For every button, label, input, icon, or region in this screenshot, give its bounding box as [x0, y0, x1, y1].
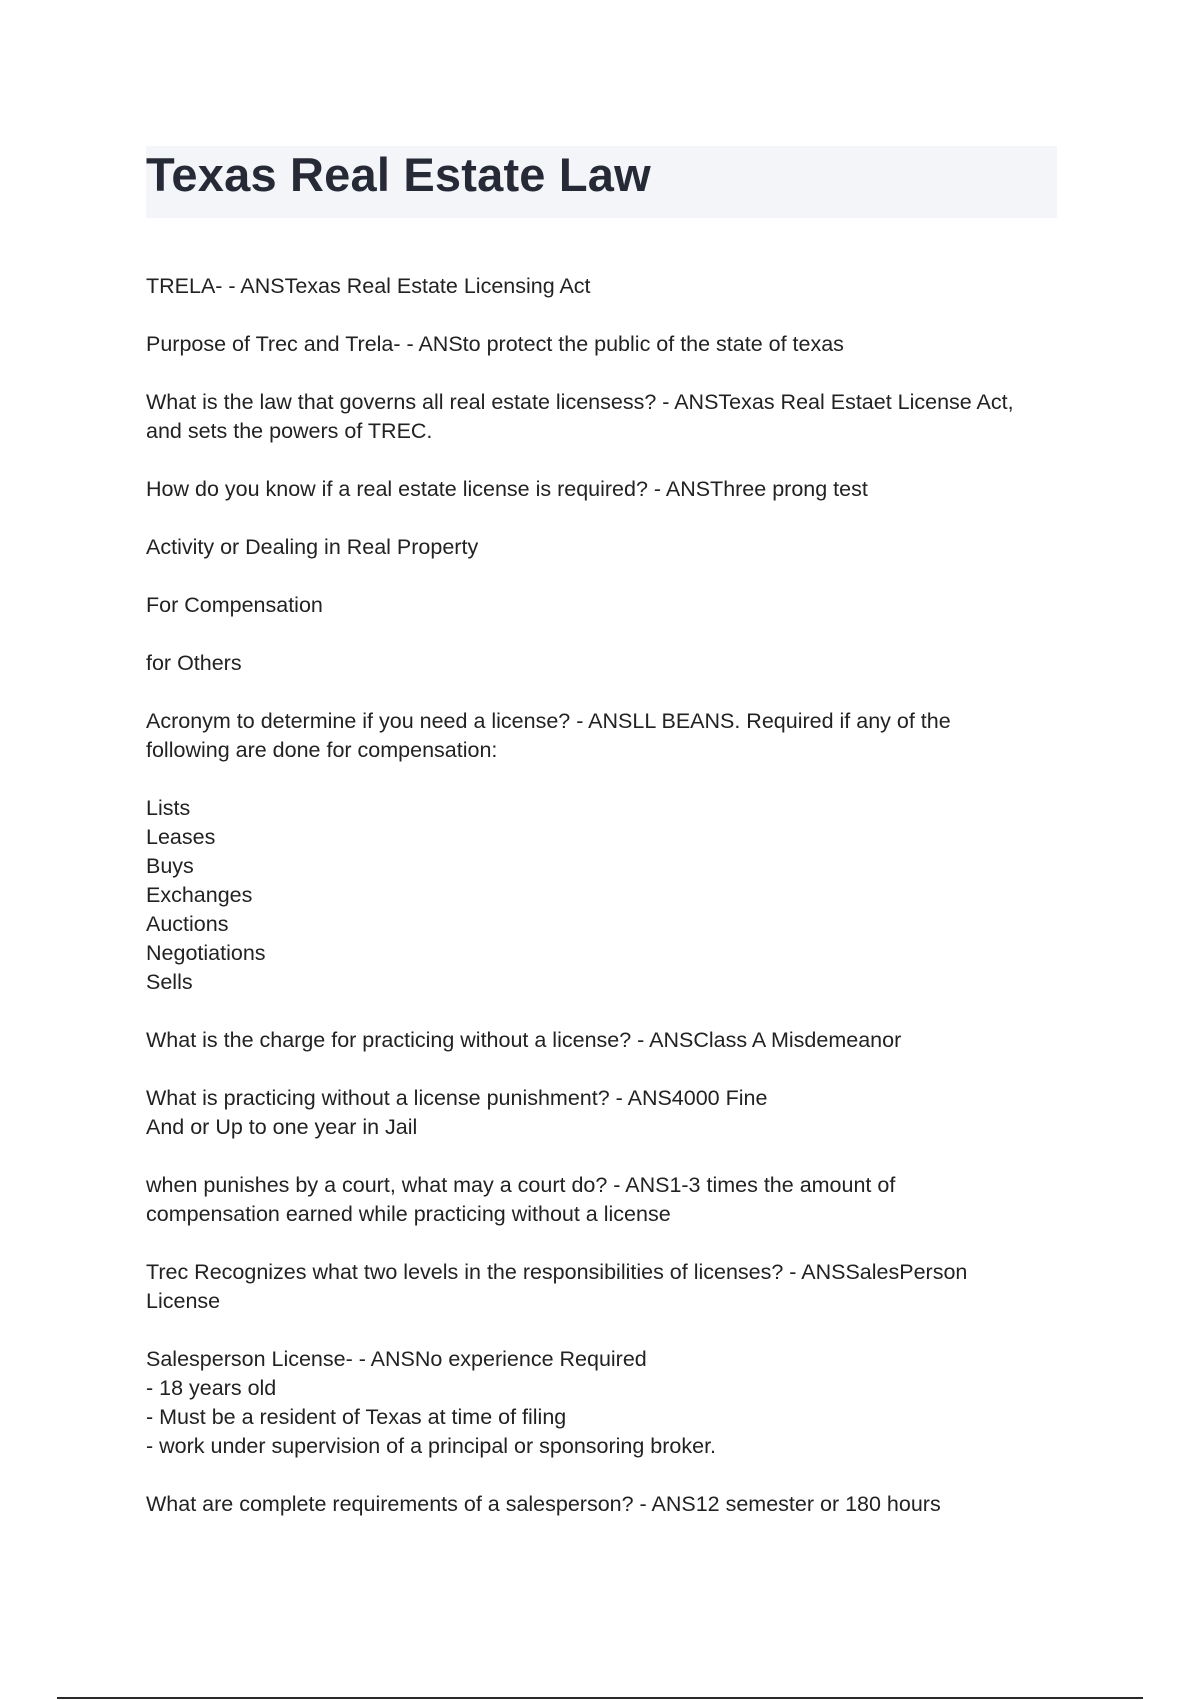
- entry-line: What are complete requirements of a salesperson? - ANS12 semester or 180 hours: [146, 1492, 941, 1516]
- qa-entry: [146, 1171, 1057, 1229]
- footer-divider: [57, 1697, 1143, 1699]
- entry-line: following are done for compensation:: [146, 738, 498, 762]
- entry-line: Activity or Dealing in Real Property: [146, 535, 479, 559]
- entry-line: Trec Recognizes what two levels in the responsibilities of licenses? - ANSSalesPerson: [146, 1260, 968, 1284]
- entry-line: Exchanges: [146, 883, 253, 907]
- entry-line: - work under supervision of a principal or sponsoring broker.: [146, 1434, 717, 1458]
- qa-entry: [146, 475, 1057, 504]
- document-body: [146, 272, 1057, 1548]
- entry-line: Acronym to determine if you need a license? - ANSLL BEANS. Required if any of the: [146, 709, 951, 733]
- entry-line: And or Up to one year in Jail: [146, 1115, 418, 1139]
- title-banner: [146, 146, 1057, 218]
- qa-entry: [146, 533, 1057, 562]
- entry-line: What is the charge for practicing without a license? - ANSClass A Misdemeanor: [146, 1028, 902, 1052]
- qa-entry: [146, 1490, 1057, 1519]
- entry-line: - 18 years old: [146, 1376, 277, 1400]
- entry-line: when punishes by a court, what may a court do? - ANS1-3 times the amount of: [146, 1173, 896, 1197]
- qa-entry: [146, 272, 1057, 301]
- entry-line: Leases: [146, 825, 216, 849]
- entry-line: What is the law that governs all real estate licensess? - ANSTexas Real Estaet License Act,: [146, 390, 1014, 414]
- entry-line: and sets the powers of TREC.: [146, 419, 433, 443]
- entry-line: TRELA- - ANSTexas Real Estate Licensing Act: [146, 274, 591, 298]
- qa-entry: [146, 794, 1057, 997]
- entry-line: For Compensation: [146, 593, 323, 617]
- qa-entry: [146, 707, 1057, 765]
- qa-entry: [146, 1084, 1057, 1142]
- page-title: Texas Real Estate Law: [146, 148, 651, 201]
- entry-line: Sells: [146, 970, 193, 994]
- entry-line: Purpose of Trec and Trela- - ANSto protect the public of the state of texas: [146, 332, 844, 356]
- entry-line: How do you know if a real estate license is required? - ANSThree prong test: [146, 477, 868, 501]
- entry-line: Salesperson License- - ANSNo experience Required: [146, 1347, 647, 1371]
- qa-entry: [146, 1345, 1057, 1461]
- entry-line: for Others: [146, 651, 242, 675]
- qa-entry: [146, 388, 1057, 446]
- qa-entry: [146, 1026, 1057, 1055]
- entry-line: License: [146, 1289, 221, 1313]
- entry-line: compensation earned while practicing without a license: [146, 1202, 671, 1226]
- qa-entry: [146, 1258, 1057, 1316]
- entry-line: Buys: [146, 854, 194, 878]
- entry-line: What is practicing without a license punishment? - ANS4000 Fine: [146, 1086, 768, 1110]
- entry-line: Negotiations: [146, 941, 266, 965]
- qa-entry: [146, 591, 1057, 620]
- entry-line: Lists: [146, 796, 191, 820]
- qa-entry: [146, 649, 1057, 678]
- entry-line: Auctions: [146, 912, 229, 936]
- entry-line: - Must be a resident of Texas at time of filing: [146, 1405, 567, 1429]
- qa-entry: [146, 330, 1057, 359]
